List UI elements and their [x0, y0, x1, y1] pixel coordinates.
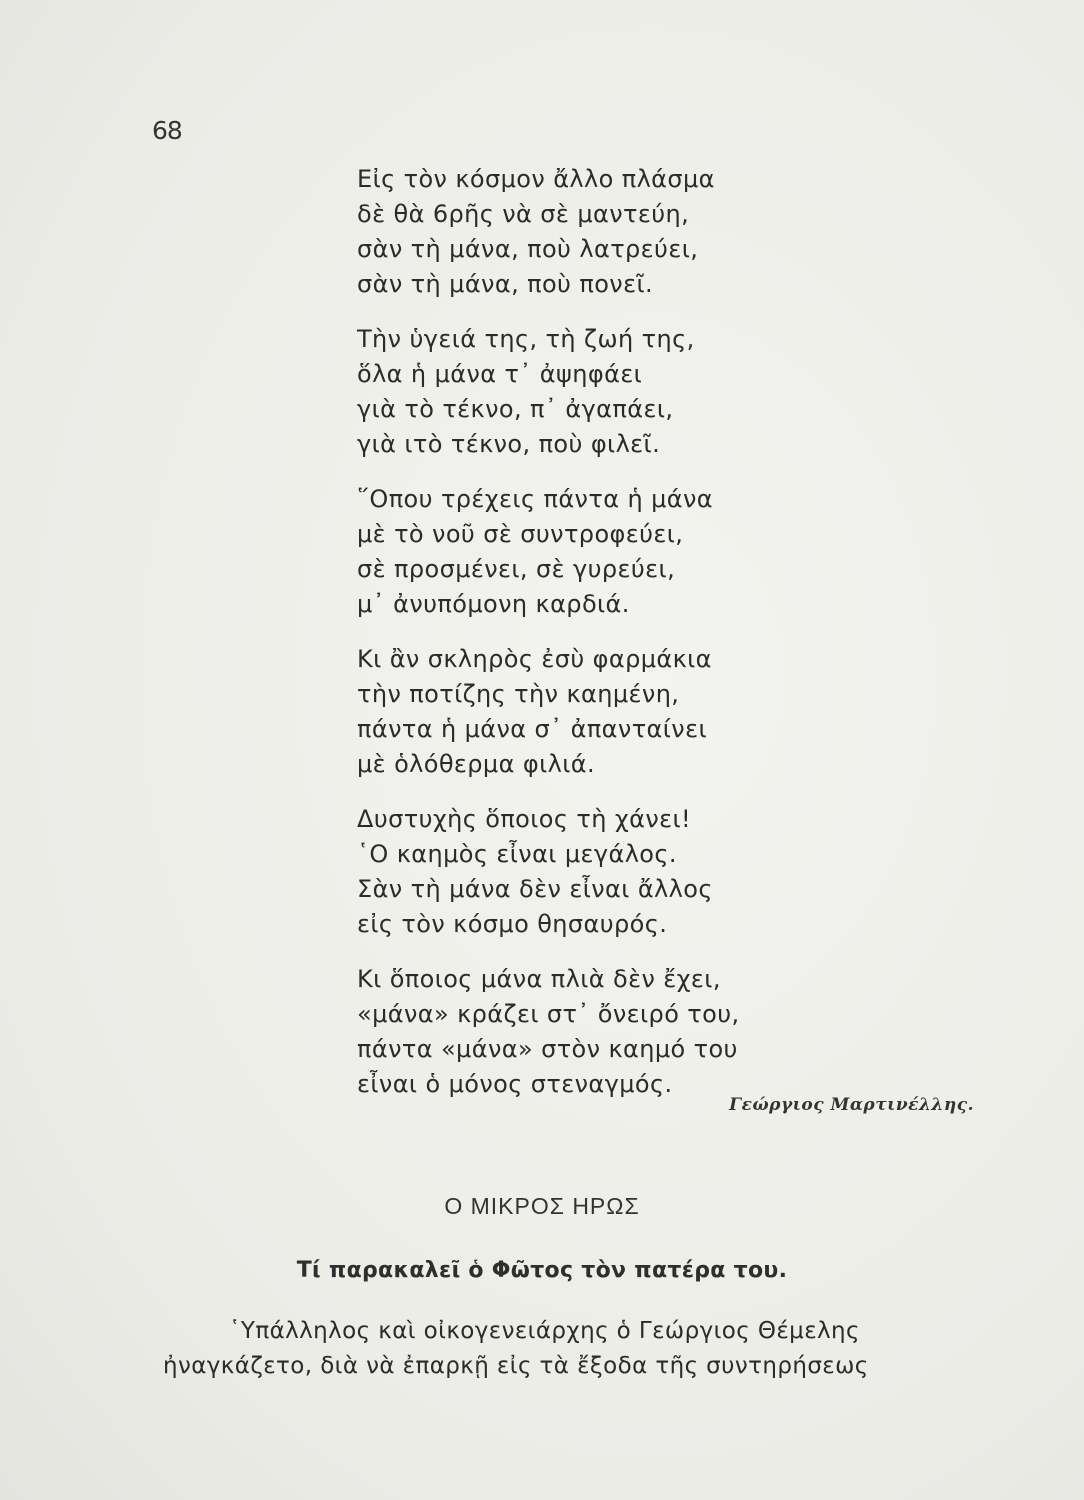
- poem-line: πάντα «μάνα» στὸν καημό του: [357, 1035, 738, 1063]
- poem-line: Δυστυχὴς ὅποιος τὴ χάνει!: [357, 805, 692, 833]
- poem-line: δὲ θὰ 6ρῆς νὰ σὲ μαντεύη,: [357, 200, 690, 228]
- poem-line: ὅλα ἡ μάνα τ᾿ ἀψηφάει: [357, 360, 643, 388]
- poem-line: πάντα ἡ μάνα σ᾿ ἀπανταίνει: [357, 715, 707, 743]
- poem-line: ῞Οπου τρέχεις πάντα ἡ μάνα: [357, 485, 713, 513]
- poem-line: σὰν τὴ μάνα, ποὺ πονεῖ.: [357, 270, 654, 298]
- poem-line: γιὰ ιτὸ τέκνο, ποὺ φιλεῖ.: [357, 430, 661, 458]
- page-number: 68: [152, 116, 182, 145]
- poem: [357, 162, 997, 1122]
- stanza-4: [357, 642, 997, 782]
- stanza-2: [357, 322, 997, 462]
- poem-line: Εἰς τὸν κόσμον ἄλλο πλάσμα: [357, 165, 715, 193]
- stanza-3: [357, 482, 997, 622]
- prose-line: ἠναγκάζετο, διὰ νὰ ἐπαρκῇ εἰς τὰ ἔξοδα τῆς συντηρήσεως: [163, 1353, 869, 1379]
- stanza-5: [357, 802, 997, 942]
- poem-line: ῾Ο καημὸς εἶναι μεγάλος.: [357, 840, 677, 868]
- poem-line: Τὴν ὑγειά της, τὴ ζωή της,: [357, 325, 695, 353]
- poem-line: εἶναι ὁ μόνος στεναγμός.: [357, 1070, 673, 1098]
- prose-paragraph: [163, 1314, 1023, 1384]
- poem-line: τὴν ποτίζης τὴν καημένη,: [357, 680, 680, 708]
- poem-line: Σὰν τὴ μάνα δὲν εἶναι ἄλλος: [357, 875, 713, 903]
- stanza-6: [357, 962, 997, 1102]
- poem-author: Γεώργιος Μαρτινέλλης.: [729, 1095, 974, 1115]
- poem-line: Κι ὅποιος μάνα πλιὰ δὲν ἔχει,: [357, 965, 721, 993]
- poem-line: Κι ἂν σκληρὸς ἐσὺ φαρμάκια: [357, 645, 712, 673]
- section-title: Ο ΜΙΚΡΟΣ ΗΡΩΣ: [444, 1193, 640, 1219]
- poem-line: σὰν τὴ μάνα, ποὺ λατρεύει,: [357, 235, 699, 263]
- stanza-1: [357, 162, 997, 302]
- poem-line: σὲ προσμένει, σὲ γυρεύει,: [357, 555, 676, 583]
- section-subtitle: Τί παρακαλεῖ ὁ Φῶτος τὸν πατέρα του.: [296, 1258, 788, 1283]
- poem-line: εἰς τὸν κόσμο θησαυρός.: [357, 910, 668, 938]
- poem-line: μὲ τὸ νοῦ σὲ συντροφεύει,: [357, 520, 684, 548]
- poem-line: γιὰ τὸ τέκνο, π᾿ ἀγαπάει,: [357, 395, 674, 423]
- poem-line: «μάνα» κράζει στ᾿ ὄνειρό του,: [357, 1000, 740, 1028]
- prose-line: ῾Υπάλληλος καὶ οἰκογενειάρχης ὁ Γεώργιος Θέμελης: [229, 1318, 860, 1344]
- poem-line: μ᾿ ἀνυπόμονη καρδιά.: [357, 590, 630, 618]
- poem-line: μὲ ὁλόθερμα φιλιά.: [357, 750, 595, 778]
